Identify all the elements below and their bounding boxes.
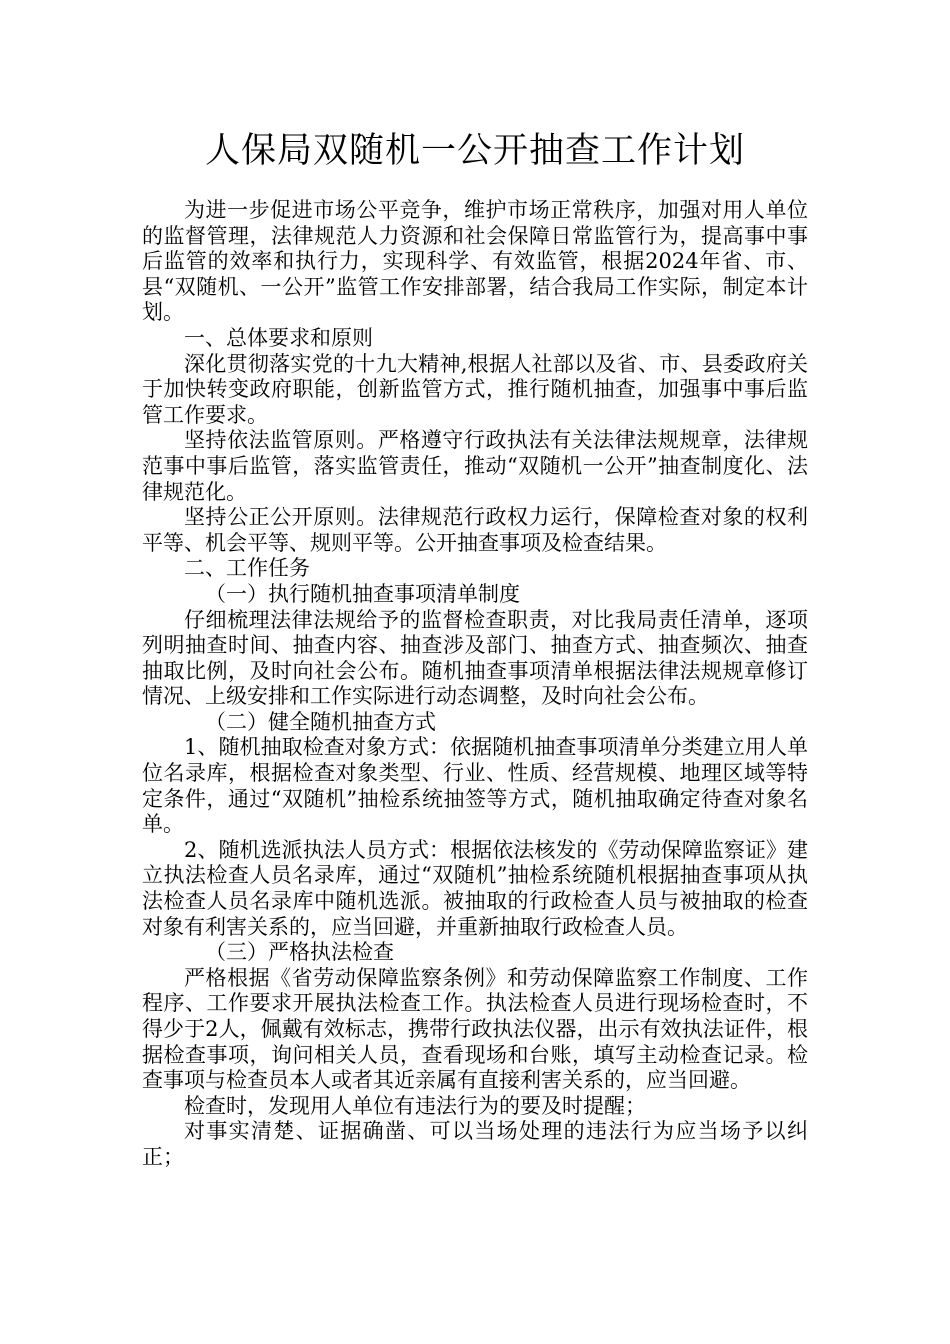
subsection-heading-1: （一）执行随机抽查事项清单制度 bbox=[205, 581, 520, 606]
body-paragraph: 深化贯彻落实党的十九大精神,根据人社部以及省、市、县委政府关于加快转变政府职能，创新监管方式，推行随机抽查，加强事中事后监管工作要求。 bbox=[142, 351, 808, 427]
document-body bbox=[142, 198, 808, 1171]
intro-paragraph: 为进一步促进市场公平竞争，维护市场正常秩序，加强对用人单位的监督管理，法律规范人力资源和社会保障日常监管行为，提高事中事后监管的效率和执行力，实现科学、有效监管，根据2024年省、市、县“双随机、一公开”监管工作安排部署，结合我局工作实际，制定本计划。 bbox=[142, 198, 808, 325]
subsection-heading-2: （二）健全随机抽查方式 bbox=[205, 709, 436, 734]
body-paragraph: 严格根据《省劳动保障监察条例》和劳动保障监察工作制度、工作程序、工作要求开展执法检查工作。执法检查人员进行现场检查时，不得少于2人，佩戴有效标志，携带行政执法仪器，出示有效执法证件，根据检查事项，询问相关人员，查看现场和台账，填写主动检查记录。检查事项与检查员本人或者其近亲属有直接利害关系的，应当回避。 bbox=[142, 965, 808, 1093]
body-paragraph: 坚持公正公开原则。法律规范行政权力运行，保障检查对象的权利平等、机会平等、规则平等。公开抽查事项及检查结果。 bbox=[142, 505, 808, 555]
body-paragraph: 坚持依法监管原则。严格遵守行政执法有关法律法规规章，法律规范事中事后监管，落实监管责任，推动“双随机一公开”抽查制度化、法律规范化。 bbox=[142, 428, 808, 504]
body-paragraph: 检查时，发现用人单位有违法行为的要及时提醒； bbox=[184, 1093, 646, 1118]
body-paragraph: 2、随机选派执法人员方式：根据依法核发的《劳动保障监察证》建立执法检查人员名录库，通过“双随机”抽检系统随机根据抽查事项从执法检查人员名录库中随机选派。被抽取的行政检查人员与被抽取的检查对象有利害关系的，应当回避，并重新抽取行政检查人员。 bbox=[142, 837, 808, 939]
body-paragraph: 对事实清楚、证据确凿、可以当场处理的违法行为应当场予以纠正； bbox=[142, 1119, 808, 1169]
document-title: 人保局双随机一公开抽查工作计划 bbox=[204, 131, 745, 171]
section-heading-1: 一、总体要求和原则 bbox=[184, 325, 373, 350]
body-paragraph: 1、随机抽取检查对象方式：依据随机抽查事项清单分类建立用人单位名录库，根据检查对象类型、行业、性质、经营规模、地理区域等特定条件，通过“双随机”抽检系统抽签等方式，随机抽取确定待查对象名单。 bbox=[142, 735, 808, 837]
body-paragraph: 仔细梳理法律法规给予的监督检查职责，对比我局责任清单，逐项列明抽查时间、抽查内容、抽查涉及部门、抽查方式、抽查频次、抽查抽取比例，及时向社会公布。随机抽查事项清单根据法律法规规章修订情况、上级安排和工作实际进行动态调整，及时向社会公布。 bbox=[142, 607, 808, 709]
section-heading-2: 二、工作任务 bbox=[184, 556, 310, 581]
subsection-heading-3: （三）严格执法检查 bbox=[205, 940, 394, 965]
